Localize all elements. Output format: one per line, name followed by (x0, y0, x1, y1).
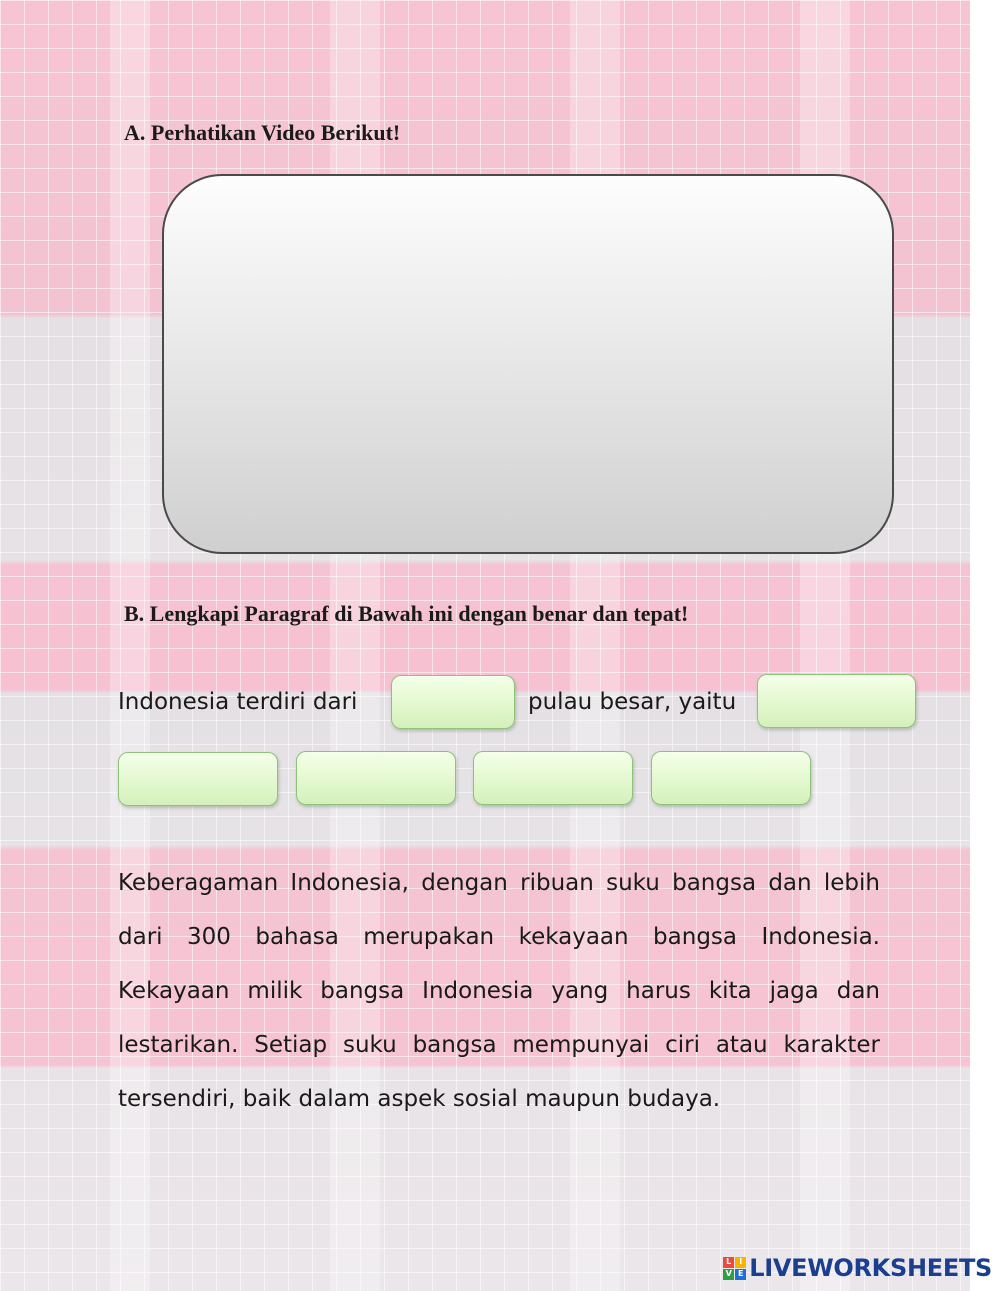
answer-blank-island-4[interactable] (473, 751, 633, 805)
answer-blank-island-5[interactable] (651, 751, 811, 805)
answer-blank-island-2[interactable] (118, 752, 278, 806)
sentence-part-2: pulau besar, yaitu (528, 689, 737, 715)
brand-name: LIVEWORKSHEETS (749, 1254, 992, 1282)
logo-letter-e: E (735, 1269, 746, 1280)
reading-paragraph: Keberagaman Indonesia, dengan ribuan suku bangsa dan lebih dari 300 bahasa merupakan kekayaan bangsa Indonesia. Kekayaan milik bangsa Indonesia yang harus kita jaga dan lestarikan. Setiap suku bangsa mempunyai ciri atau karakter tersendiri, baik dalam aspek sosial maupun budaya. (118, 870, 880, 1112)
answer-blank-island-count[interactable] (391, 675, 515, 729)
liveworksheets-logo-icon (723, 1257, 746, 1280)
logo-letter-v: V (723, 1269, 734, 1280)
liveworksheets-brand (723, 1256, 992, 1280)
logo-letter-l: L (723, 1257, 734, 1268)
section-a-heading: A. Perhatikan Video Berikut! (124, 120, 401, 145)
section-b-heading: B. Lengkapi Paragraf di Bawah ini dengan benar dan tepat! (124, 601, 689, 626)
sentence-part-1: Indonesia terdiri dari (118, 689, 358, 715)
answer-blank-island-1[interactable] (757, 674, 916, 728)
video-player[interactable] (162, 174, 894, 554)
answer-blank-island-3[interactable] (296, 751, 456, 805)
logo-letter-i: I (735, 1257, 746, 1268)
